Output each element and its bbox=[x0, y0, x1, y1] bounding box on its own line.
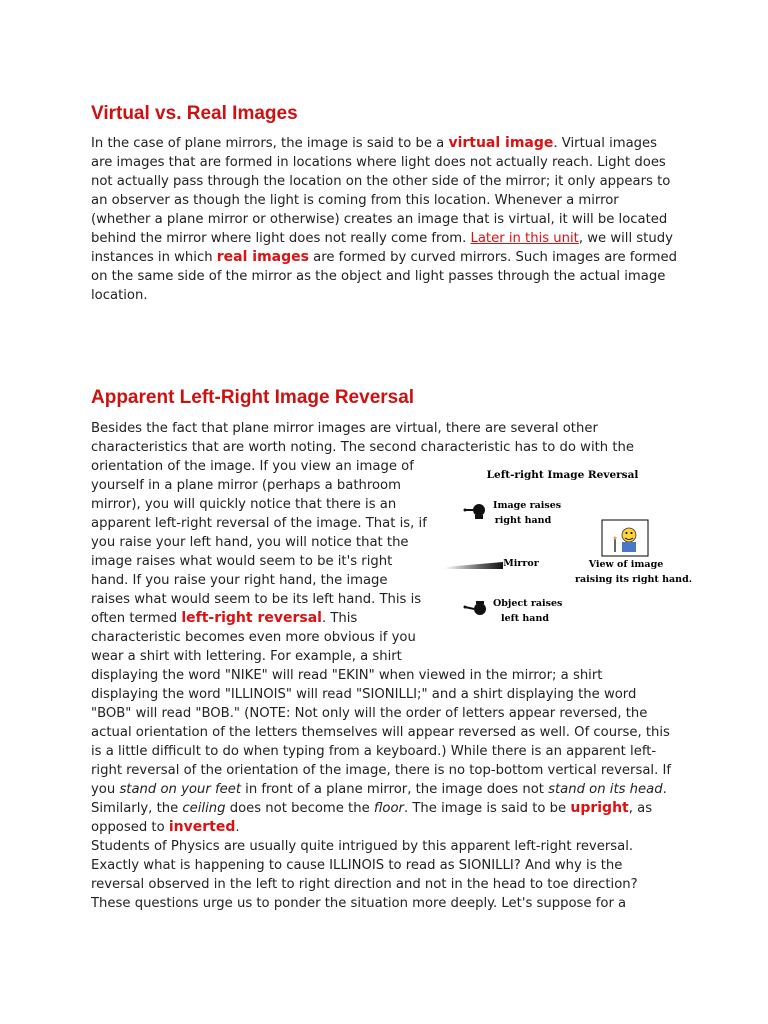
text-line bbox=[91, 609, 357, 628]
text-segment: characteristics that are worth noting. The second characteristic has to do with the bbox=[91, 440, 634, 455]
view-of-image-icon bbox=[602, 520, 648, 556]
text-line bbox=[91, 495, 396, 514]
text-line bbox=[91, 818, 240, 837]
text-line bbox=[91, 248, 677, 267]
object-figure-icon bbox=[464, 601, 487, 615]
view-label-line1: View of image bbox=[588, 559, 664, 570]
text-segment: displaying the word "ILLINOIS" will read "SIONILLI;" and a shirt displaying the word bbox=[91, 687, 637, 702]
text-segment: hand. If you raise your right hand, the image bbox=[91, 573, 388, 588]
text-line bbox=[91, 875, 638, 894]
text-segment: an observer as though the light is coming from this location. Whenever a mirror bbox=[91, 193, 619, 208]
text-segment: behind the mirror where light does not really come from. bbox=[91, 231, 471, 246]
text-line bbox=[91, 761, 671, 780]
text-line bbox=[91, 267, 665, 286]
text-segment: . bbox=[235, 820, 240, 835]
text-segment: characteristic becomes even more obvious if you bbox=[91, 630, 416, 645]
text-segment: does not become the bbox=[225, 801, 374, 816]
text-line bbox=[91, 533, 409, 552]
text-line bbox=[91, 799, 652, 818]
text-segment: image raises what would seem to be it's right bbox=[91, 554, 393, 569]
text-segment: you bbox=[91, 782, 120, 797]
text-line bbox=[91, 723, 670, 742]
text-segment: right reversal of the orientation of the image, there is no top-bottom vertical reversal. If bbox=[91, 763, 671, 778]
text-segment: (whether a plane mirror or otherwise) creates an image that is virtual, it will be located bbox=[91, 212, 668, 227]
image-label-line2: right hand bbox=[494, 515, 552, 526]
italic-text: floor bbox=[373, 801, 404, 816]
text-segment: are images that are formed in locations where light does not actually reach. Light does bbox=[91, 155, 666, 170]
text-segment: opposed to bbox=[91, 820, 169, 835]
text-line bbox=[91, 571, 388, 590]
text-line bbox=[91, 134, 657, 153]
text-segment: . This bbox=[321, 611, 358, 626]
italic-text: ceiling bbox=[182, 801, 226, 816]
text-segment: reversal observed in the left to right direction and not in the head to toe direction? bbox=[91, 877, 638, 892]
text-line bbox=[91, 742, 656, 761]
text-segment: on the same side of the mirror as the object and light passes through the actual image bbox=[91, 269, 666, 284]
highlighted-term: left-right reversal bbox=[181, 610, 322, 626]
text-line bbox=[91, 856, 622, 875]
text-segment: often termed bbox=[91, 611, 182, 626]
highlighted-term: real images bbox=[216, 249, 309, 265]
figure-title: Left-right Image Reversal bbox=[486, 469, 639, 481]
object-label-line1: Object raises bbox=[493, 598, 563, 609]
italic-text: stand on its head bbox=[548, 782, 663, 797]
image-figure-icon bbox=[464, 504, 486, 519]
text-line bbox=[91, 229, 673, 248]
text-line bbox=[91, 172, 670, 191]
text-segment: instances in which bbox=[91, 250, 217, 265]
text-segment: actual orientation of the letters themselves will appear reversed as well. Of course, this bbox=[91, 725, 670, 740]
text-segment: These questions urge us to ponder the situation more deeply. Let's suppose for a bbox=[91, 896, 627, 911]
text-segment: . The image is said to be bbox=[403, 801, 571, 816]
text-segment: mirror), you will quickly notice that there is an bbox=[91, 497, 397, 512]
text-line bbox=[91, 894, 626, 913]
text-line bbox=[91, 476, 401, 495]
highlighted-term: virtual image bbox=[448, 135, 554, 151]
text-line bbox=[91, 666, 602, 685]
text-segment: are formed by curved mirrors. Such images are formed bbox=[308, 250, 677, 265]
text-segment: , as bbox=[628, 801, 653, 816]
text-segment: , we will study bbox=[578, 231, 673, 246]
figure-graphics bbox=[445, 455, 695, 630]
text-segment: raises what would seem to be its left hand. This is bbox=[91, 592, 422, 607]
image-label-line1: Image raises bbox=[493, 500, 562, 511]
text-segment: is a little difficult to do when typing from a keyboard.) While there is an apparent left- bbox=[91, 744, 657, 759]
text-line bbox=[91, 837, 633, 856]
view-label-line2: raising its right hand. bbox=[575, 574, 693, 585]
text-segment: location. bbox=[91, 288, 148, 303]
text-segment: Besides the fact that plane mirror images are virtual, there are several other bbox=[91, 421, 598, 436]
section-title-virtual-vs-real: Virtual vs. Real Images bbox=[91, 103, 298, 124]
mirror-icon bbox=[445, 562, 503, 569]
later-in-unit-link[interactable]: Later in this unit bbox=[470, 231, 579, 246]
text-line bbox=[91, 153, 666, 172]
highlighted-term: inverted bbox=[168, 819, 236, 835]
text-segment: apparent left-right reversal of the image. That is, if bbox=[91, 516, 427, 531]
text-line bbox=[91, 552, 392, 571]
text-segment: wear a shirt with lettering. For example, a shirt bbox=[91, 649, 402, 664]
text-line bbox=[91, 514, 427, 533]
italic-text: stand on your feet bbox=[119, 782, 241, 797]
highlighted-term: upright bbox=[570, 800, 629, 816]
text-segment: Students of Physics are usually quite intrigued by this apparent left-right reversal. bbox=[91, 839, 634, 854]
text-line bbox=[91, 647, 402, 666]
text-line bbox=[91, 780, 667, 799]
text-line bbox=[91, 704, 647, 723]
text-segment: In the case of plane mirrors, the image is said to be a bbox=[91, 136, 449, 151]
text-segment: not actually pass through the location on the other side of the mirror; it only appears to bbox=[91, 174, 671, 189]
text-segment: displaying the word "NIKE" will read "EKIN" when viewed in the mirror; a shirt bbox=[91, 668, 603, 683]
text-segment: Exactly what is happening to cause ILLINOIS to read as SIONILLI? And why is the bbox=[91, 858, 623, 873]
text-line bbox=[91, 457, 414, 476]
text-line bbox=[91, 685, 636, 704]
left-right-reversal-figure bbox=[445, 455, 695, 630]
text-line bbox=[91, 628, 416, 647]
text-line bbox=[91, 419, 598, 438]
text-line bbox=[91, 286, 148, 305]
text-segment: "BOB" will read "BOB." (NOTE: Not only will the order of letters appear reversed, the bbox=[91, 706, 648, 721]
section-title-left-right-reversal: Apparent Left-Right Image Reversal bbox=[91, 387, 415, 408]
mirror-label: Mirror bbox=[503, 558, 539, 569]
text-line bbox=[91, 191, 619, 210]
text-segment: orientation of the image. If you view an image of bbox=[91, 459, 414, 474]
object-label-line2: left hand bbox=[500, 613, 550, 624]
text-line bbox=[91, 210, 667, 229]
text-segment: yourself in a plane mirror (perhaps a bathroom bbox=[91, 478, 401, 493]
text-segment: you raise your left hand, you will notice that the bbox=[91, 535, 409, 550]
text-segment: . bbox=[662, 782, 667, 797]
text-segment: in front of a plane mirror, the image does not bbox=[240, 782, 549, 797]
text-segment: . Virtual images bbox=[553, 136, 658, 151]
text-segment: Similarly, the bbox=[91, 801, 183, 816]
text-line bbox=[91, 590, 421, 609]
